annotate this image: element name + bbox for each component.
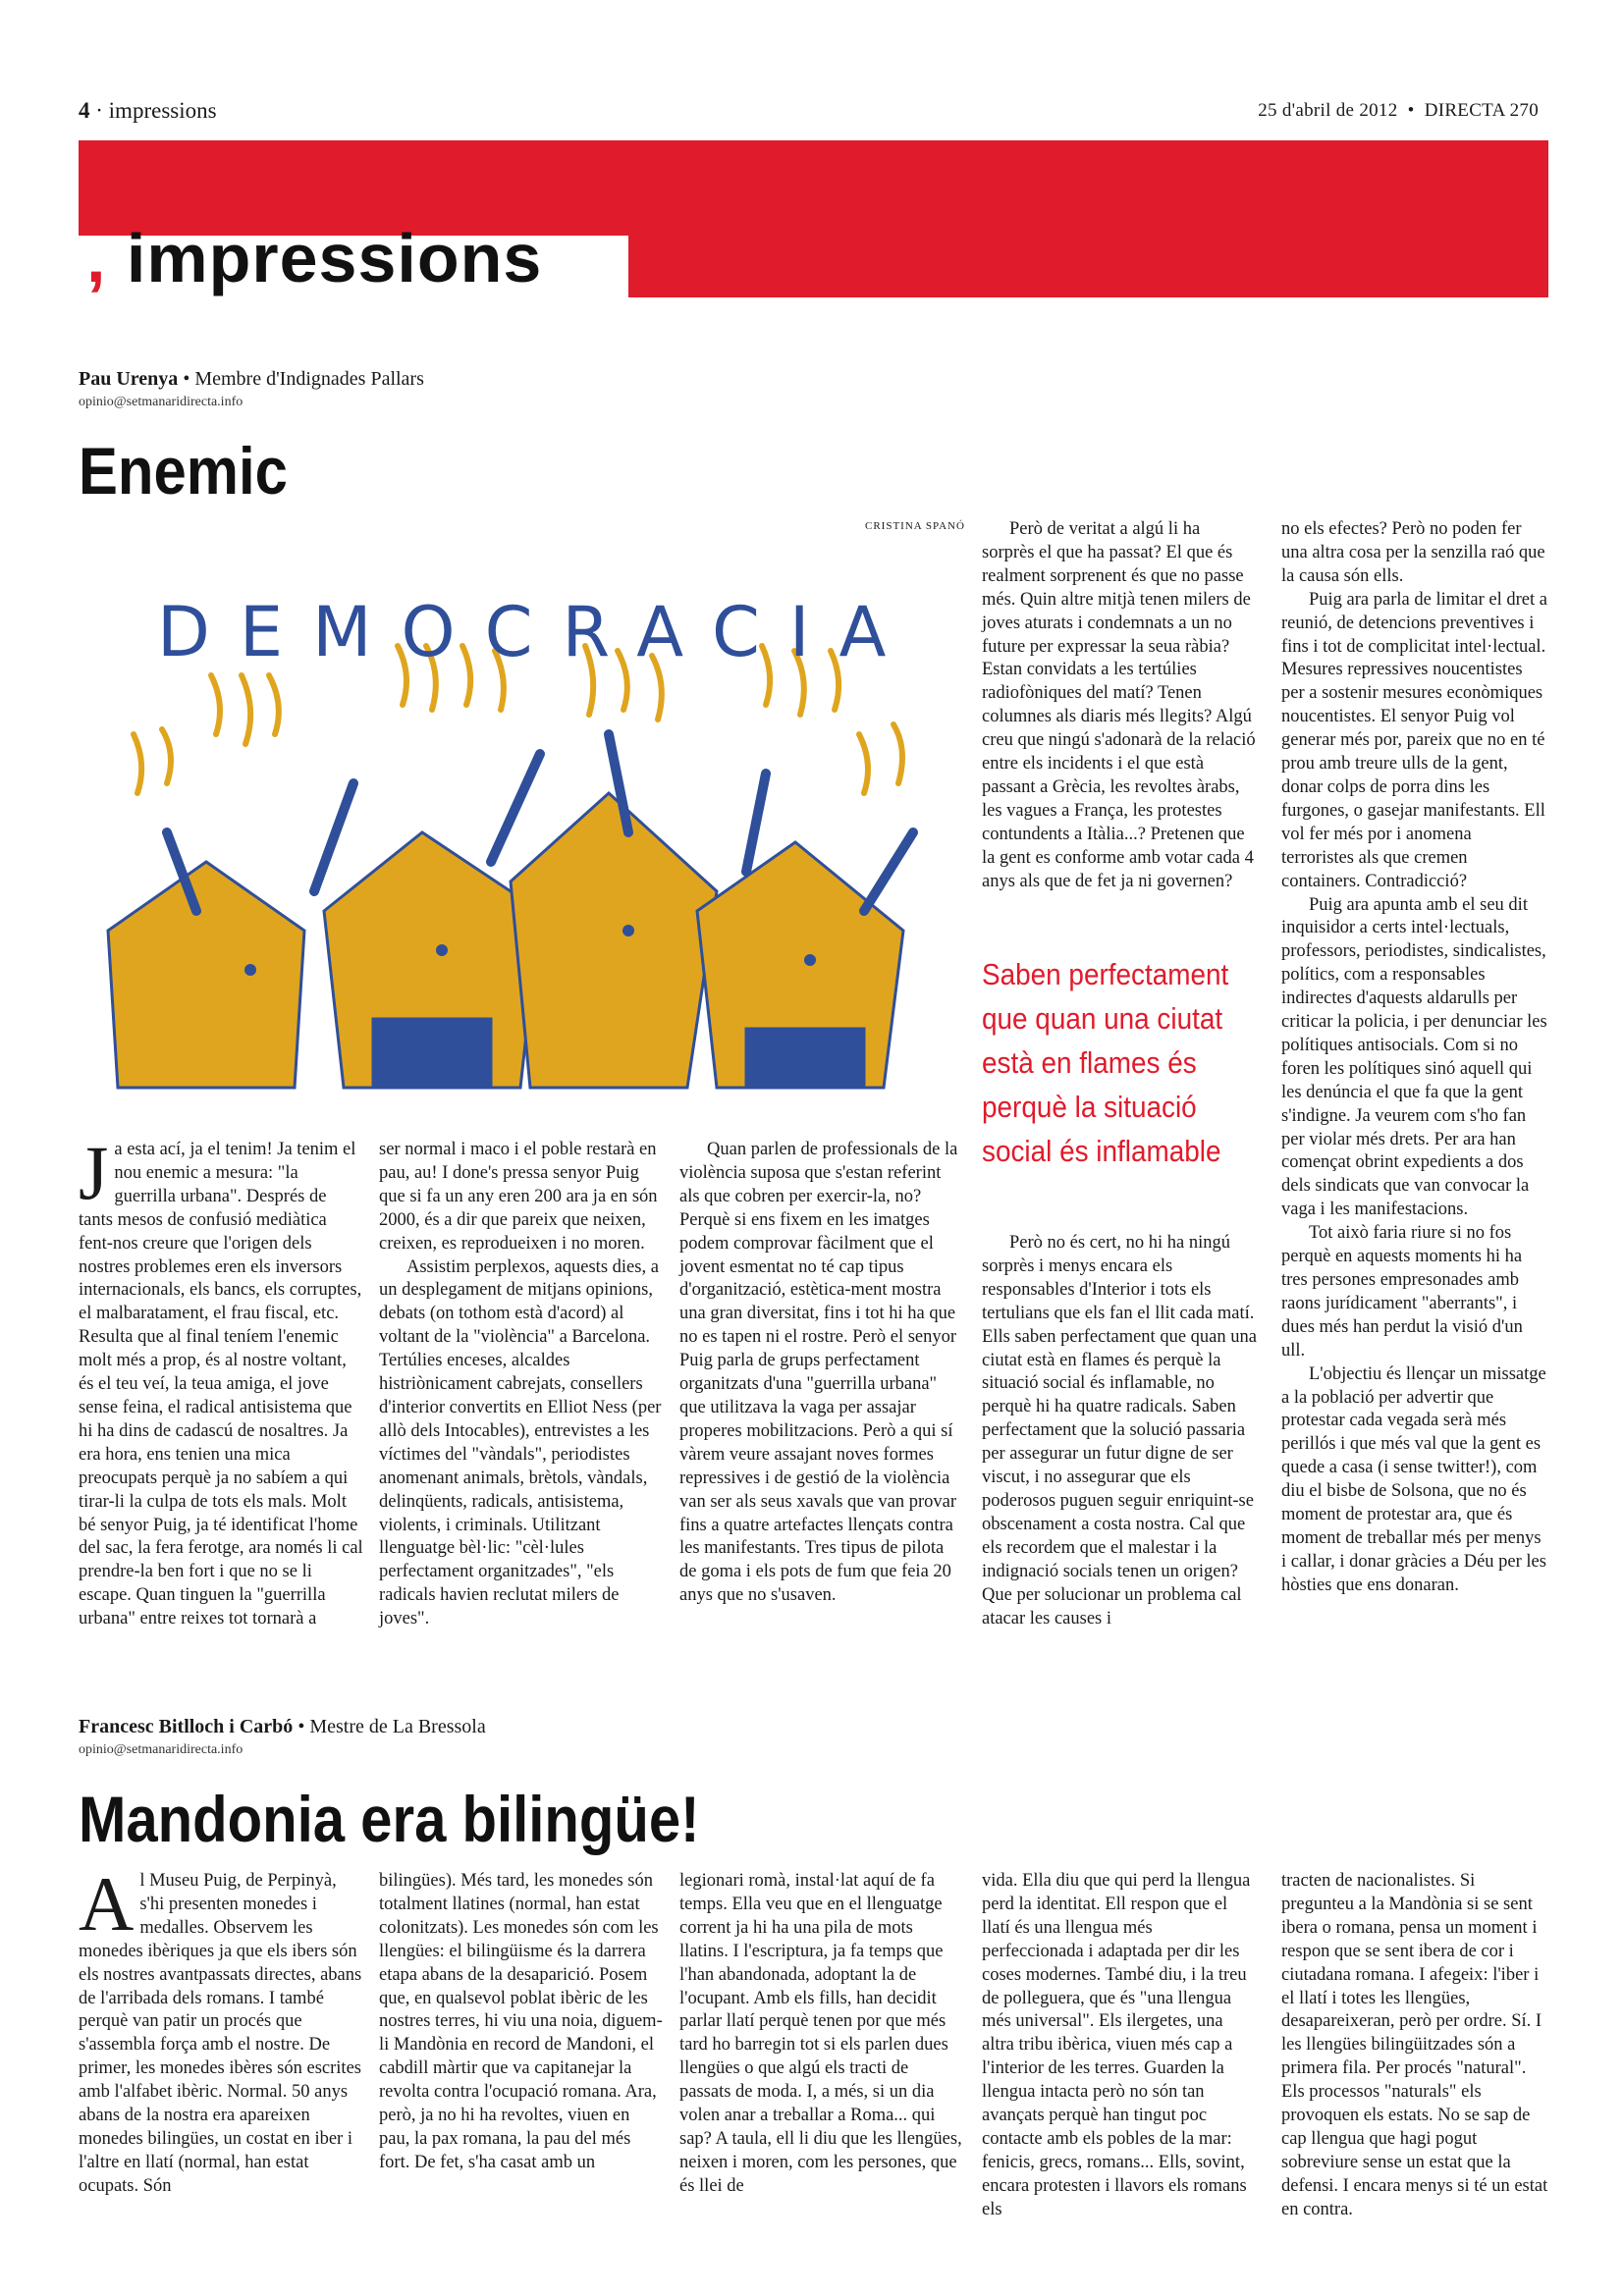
article1-paragraph: Puig ara apunta amb el seu dit inquisidor a certs intel·lectuals, professors, periodistes, sindicalistes, polítics, com a responsables indirectes d'aquests aldarulls per criticar la policia, i per denunciar les polítiques antisocials. Com si no foren les polítiques sinó aquell qui les denúncia el que fa que la gent s'indigne. Ja veurem com s'ho fan per violar més drets. Per ara han començat obrint expedients a dos dels sindicats que van convocar la vaga i les manifestacions. xyxy=(1281,894,1547,1220)
banner-title-text: impressions xyxy=(126,220,543,296)
article1-paragraph: ser normal i maco i el poble restarà en pau, au! I done's pressa senyor Puig que si fa un any eren 200 ara ja en són 2000, és a dir que pareix que neixen, creixen, es reprodueixen i no moren. xyxy=(379,1140,658,1254)
article1-paragraph: L'objectiu és llençar un missatge a la població per advertir que protestar cada vegada serà més perillós i que més val que la gent es quede a casa (i sense twitter!), com diu el bisbe de Solsona, que no és moment de protestar ara, que és moment de treballar més per menys i callar, i donar gràcies a Déu per les hòsties que ens donaran. xyxy=(1281,1363,1546,1595)
article1-column-5 xyxy=(1281,518,1548,1598)
illustration-lettering: DEMOCRACIA xyxy=(157,592,916,672)
article2-column-1 xyxy=(79,1861,363,2199)
article2-paragraph: Al Museu Puig, de Perpinyà, s'hi presenten monedes i medalles. Observem les monedes ibèriques ja que els ibers són els nostres avantpassats directes, abans de l'arribada dels romans. I també perquè van patir un procés que s'assembla força amb el nostre. De primer, les monedes ibères són escrites amb l'alfabet ibèric. Normal. 50 anys abans de la nostra era apareixen monedes bilingües, un costat en iber i l'altre en llatí (normal, han estat ocupats. Són xyxy=(79,1861,362,2196)
article2-paragraph: legionari romà, instal·lat aquí de fa temps. Ella veu que en el llenguatge corrent ja hi ha una pila de mots llatins. I l'escriptura, ja fa temps que l'han abandonada, adoptant la de l'ocupant. Amb els fills, han decidit parlar llatí perquè tenen por que més tard ho barregin tot si els parlen dues llengües o que algú els tracti de passats de moda. I, a més, si un dia volen anar a treballar a Roma... qui sap? A taula, ell li diu que les llengües, neixen i moren, com les persones, que és llei de xyxy=(679,1871,962,2196)
section-name: impressions xyxy=(108,98,217,123)
article1-dropcap: J xyxy=(79,1130,109,1215)
banner-title xyxy=(86,220,543,296)
byline-separator: • xyxy=(183,368,195,390)
article2-column-2 xyxy=(379,1870,664,2175)
article1-column-3 xyxy=(679,1139,964,1608)
page-number: 4 xyxy=(79,98,90,123)
article1-paragraph: Tot això faria riure si no fos perquè en aquests moments hi ha tres persones empresonades amb raons jurídicament "aberrants", i dues més han perdut la visió d'un ull. xyxy=(1281,1223,1523,1361)
issue-date: 25 d'abril de 2012 xyxy=(1258,100,1398,121)
article1-paragraph: no els efectes? Però no poden fer una altra cosa per la senzilla raó que la causa són ells. xyxy=(1281,519,1545,586)
article2-email: opinio@setmanaridirecta.info xyxy=(79,1742,243,1757)
article2-column-3 xyxy=(679,1870,964,2199)
democracia-illustration xyxy=(79,538,948,1107)
banner-comma: , xyxy=(86,220,107,296)
article1-column-1 xyxy=(79,1130,363,1631)
page-header-left xyxy=(79,98,217,124)
article2-paragraph: vida. Ella diu que qui perd la llengua perd la identitat. Ell respon que el llatí és una llengua més perfeccionada i adaptada per dir les coses modernes. També diu, i la treu de polleguera, que és "una llengua més universal". Els ilergetes, una altra tribu ibèrica, viuen més cap a l'interior de les terres. Guarden la llengua intacta però no són tan avançats perquè han tingut poc contacte amb els pobles de la mar: fenicis, grecs, romans... Ells, sovint, encara protesten i llavors els romans els xyxy=(982,1871,1251,2219)
article2-column-5 xyxy=(1281,1870,1548,2222)
article1-email: opinio@setmanaridirecta.info xyxy=(79,395,243,409)
article1-paragraph: Quan parlen de professionals de la violència suposa que s'estan referint als que cobren per exercir-la, no? Perquè si ens fixem en les imatges podem comprovar fàcilment que el jovent esmentat no té cap tipus d'organització, estètica-ment mostra una gran diversitat, fins i tot hi ha que no es tapen ni el rostre. Però el senyor Puig parla de grups perfectament organitzats d'una "guerrilla urbana" que utilitzava la vaga per assajar properes mobilitzacions. Però a qui sí vàrem veure assajant noves formes repressives i de gestió de la violència van ser als seus xavals que van provar fins a quatre artefactes llençats contra les manifestants. Tres tipus de pilota de goma i els pots de fum que feia 20 anys que no s'usaven. xyxy=(679,1140,958,1606)
byline-separator: • xyxy=(298,1716,310,1737)
illustration-credit: CRISTINA SPANÓ xyxy=(865,520,965,532)
article1-paragraph: Però no és cert, no hi ha ningú sorprès i menys encara els responsables d'Interior i tots els tertulians que els fan el llit cada matí. Ells saben perfectament que quan una ciutat està en flames és perquè la situació social és inflamable, no perquè hi ha quatre radicals. Saben perfectament que la solució passaria per assegurar un futur digne de ser viscut, i no assegurar que els poderosos puguen seguir enriquint-se obscenament a costa nostra. Cal que els recordem que el malestar i la indignació socials tenen un origen? Que per solucionar un problema cal atacar les causes i xyxy=(982,1233,1257,1629)
article1-headline: Enemic xyxy=(79,434,288,508)
article2-role: Mestre de La Bressola xyxy=(309,1716,486,1737)
article2-paragraph: bilingües). Més tard, les monedes són totalment llatines (normal, han estat colonitzats). Les monedes són com les llengües: el bilingüisme és la darrera etapa abans de la desaparició. Posem que, en qualsevol poblat ibèric de les nostres terres, hi viu una noia, diguem-li Mandònia en record de Mandoni, el cabdill màrtir que va capitanejar la revolta contra l'ocupació romana. Ara, però, ja no hi ha revoltes, viuen en pau, la pax romana, la pau del més fort. De fet, s'ha casat amb un xyxy=(379,1871,663,2172)
article1-paragraph: Ja esta ací, ja el tenim! Ja tenim el nou enemic a mesura: "la guerrilla urbana". Després de tants mesos de confusió mediàtica fent-nos creure que l'origen dels nostres problemes eren els inversors internacionals, els bancs, els corruptes, el malbaratament, el frau fiscal, etc. Resulta que al final teníem l'enemic molt més a prop, és al nostre voltant, és el teu veí, la teua amiga, el jove sense feina, el radical antisistema que hi ha dins de cadascú de nosaltres. Ja era hora, ens tenien una mica preocupats perquè ja no sabíem a qui tirar-li la culpa de tots els mals. Molt bé senyor Puig, ja té identificat l'home del sac, la fera ferotge, ara només li cal prendre-la ben fort i que no se li escape. Quan tinguen la "guerrilla urbana" entre reixes tot tornarà a xyxy=(79,1130,363,1629)
article2-paragraph: tracten de nacionalistes. Si pregunteu a la Mandònia si se sent ibera o romana, pensa un moment i respon que se sent ibera de cor i ciutadana romana. I afegeix: l'iber i el llatí i totes les llengües, desapareixeran, però per ordre. Sí. I les llengües bilingüitzades són a primera fila. Per procés "natural". Els processos "naturals" els provoquen els estats. No se sap de cap llengua que hagi pogut sobreviure sense un estat que la defensi. I encara menys si té un estat en contra. xyxy=(1281,1871,1548,2219)
article2-byline xyxy=(79,1716,486,1738)
article1-paragraph: Puig ara parla de limitar el dret a reunió, de detencions preventives i fins i tot de complicitat intel·lectual. Mesures repressives noucentistes per a sostenir mesures econòmiques noucentistes. El senyor Puig vol generar més por, pareix que no en té prou amb treure ulls de la gent, donar colps de porra dins les furgones, o gasejar manifestants. Ell vol fer més por i anomena terroristes als que cremen containers. Contradicció? xyxy=(1281,589,1547,891)
article1-byline xyxy=(79,368,424,391)
article2-dropcap: A xyxy=(79,1861,135,1947)
article2-column-4 xyxy=(982,1870,1257,2222)
article1-pullquote: Saben perfectament que quan una ciutat està en flames és perquè la situació social és inflamable xyxy=(982,957,1229,1168)
article1-author: Pau Urenya xyxy=(79,368,179,390)
article2-author: Francesc Bitlloch i Carbó xyxy=(79,1716,294,1737)
article1-column-2 xyxy=(379,1139,664,1631)
page-header-right: 25 d'abril de 2012 • DIRECTA 270 xyxy=(1258,100,1539,121)
article1-paragraph: Però de veritat a algú li ha sorprès el que ha passat? El que és realment sorprenent és que no passe més. Quin altre mitjà tenen milers de joves aturats i condemnats a un no future per expressar la seua ràbia? Estan convidats a les tertúlies radiofòniques del matí? Tenen columnes als diaris més llegits? Algú creu que ningú s'adonarà de la relació entre els incidents i el que està passant a Grècia, les revoltes àrabs, les vagues a França, les protestes contundents a Itàlia...? Pretenen que la gent es conforme amb votar cada 4 anys als que de fet ja ni governen? xyxy=(982,519,1256,891)
article1-column-4-bottom xyxy=(982,1232,1257,1630)
article1-paragraph: Assistim perplexos, aquests dies, a un desplegament de mitjans opinions, debats (on tothom està d'acord) al voltant de la "violència" a Barcelona. Tertúlies enceses, alcaldes histriònicament cabrejats, consellers d'interior convertits en Elliot Ness (per allò dels Intocables), entrevistes a les víctimes del "vàndals", periodistes anomenant animals, brètols, vàndals, delinqüents, radicals, antisistema, violents, i criminals. Utilitzant llenguatge bèl·lic: "cèl·lules perfectament organitzades", "els radicals havien reclutat milers de joves". xyxy=(379,1256,662,1629)
article1-role: Membre d'Indignades Pallars xyxy=(194,368,424,390)
header-separator: · xyxy=(95,98,103,123)
article1-column-4-top xyxy=(982,518,1257,894)
issue-number: DIRECTA 270 xyxy=(1424,100,1539,121)
article2-headline: Mandonia era bilingüe! xyxy=(79,1783,700,1855)
